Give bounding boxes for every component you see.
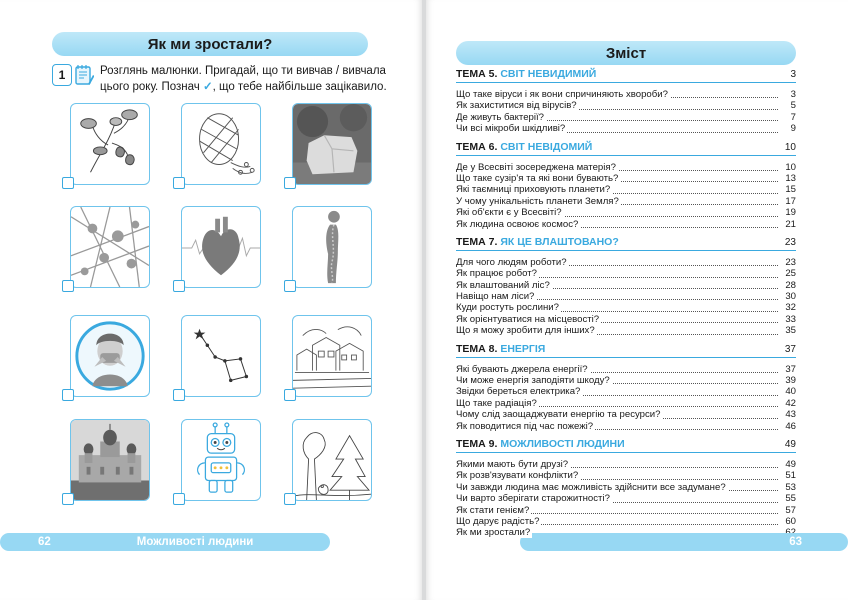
picture-checkbox[interactable] [173,389,185,401]
toc-item-title: Як стати генієм? [456,504,530,516]
toc-item-page: 19 [785,207,796,219]
right-page-number: 63 [789,536,802,548]
left-page-number: 62 [38,536,51,548]
toc-item-page: 17 [785,195,796,207]
picture-checkbox[interactable] [284,280,296,292]
toc-item-title: Чому слід заощаджувати енергію та ресурси? [456,409,661,421]
neuron-network-icon [70,206,150,288]
toc-item[interactable] [456,398,796,409]
toc-item[interactable] [456,184,796,195]
toc-item[interactable] [456,196,796,207]
toc-item-page: 15 [785,184,796,196]
toc-item-title: Що дарує радість? [456,515,540,527]
masked-person-icon [70,315,150,397]
toc-item-page: 33 [785,313,796,325]
toc-item-list [456,364,796,432]
picture-card [62,97,150,189]
toc-item[interactable] [456,112,796,123]
toc-item-page: 37 [785,363,796,375]
contents-title-banner [456,41,796,65]
toc-item[interactable] [456,100,796,111]
toc-item-page: 49 [785,458,796,470]
toc-item-page: 60 [785,515,796,527]
toc-item[interactable] [456,409,796,420]
theme-name: МОЖЛИВОСТІ ЛЮДИНИ [500,437,625,450]
picture-card [173,413,261,505]
picture-card [62,200,150,292]
toc-item-title: Що таке сузір'я та які вони бувають? [456,172,619,184]
task-text: Розглянь малюнки. Пригадай, що ти вивчав / вивчала цього року. Познач [100,65,386,93]
theme-name: СВІТ НЕВІДОМИЙ [500,140,593,153]
chapter-name: Можливості людини [136,536,254,548]
toc-theme-heading[interactable] [456,68,796,83]
toc-item-title: Чи варто зберігати старожитності? [456,493,610,505]
toc-item[interactable] [456,386,796,397]
toc-item-page: 55 [785,493,796,505]
toc-item-title: Які об'єкти є у Всесвіті? [456,207,562,219]
picture-checkbox[interactable] [62,280,74,292]
toc-item-page: 51 [785,470,796,482]
toc-item-page: 39 [785,375,796,387]
theme-page-number: 49 [784,438,796,450]
toc-item-title: Як ми зростали? [456,527,531,539]
theme-page-number: 37 [784,343,796,355]
toc-item-page: 9 [790,123,796,135]
toc-item-title: Чи може енергія заподіяти шкоду? [456,375,610,387]
picture-card [284,97,372,189]
toc-item-page: 57 [785,504,796,516]
right-page-footer [520,533,848,551]
toc-item[interactable] [456,470,796,481]
task-number-badge: 1 [52,64,72,86]
toc-item-title: Для чого людям роботи? [456,256,567,268]
check-mark-icon: ✓ [202,81,213,93]
theme-page-number: 23 [784,236,796,248]
theme-label: ТЕМА 7. [456,235,498,248]
toc-item-title: Як людина освоює космос? [456,218,579,230]
toc-item-title: Що я можу зробити для інших? [456,325,595,337]
toc-item-page: 40 [785,386,796,398]
toc-item-page: 53 [785,481,796,493]
pictures-grid [62,97,386,507]
strawberry-plant-icon [70,103,150,185]
toc-item-page: 30 [785,291,796,303]
toc-item-page: 28 [785,279,796,291]
toc-item-page: 43 [785,409,796,421]
toc-theme-heading[interactable] [456,141,796,156]
picture-card [173,97,261,189]
left-page-footer [0,533,330,551]
heart-icon [181,206,261,288]
human-posture-icon [292,206,372,288]
lesson-title: Як ми зростали? [147,35,273,53]
theme-page-number: 3 [790,69,796,80]
toc-item-title: Звідки береться електрика? [456,386,581,398]
toc-item[interactable] [456,375,796,386]
toc-item-title: Куди ростуть рослини? [456,302,559,314]
theme-label: ТЕМА 9. [456,437,498,450]
theme-label: ТЕМА 6. [456,140,498,153]
left-page [0,0,422,600]
toc-theme-heading[interactable] [456,438,796,453]
city-sketch-icon [292,315,372,397]
picture-card [173,309,261,401]
toc-item[interactable] [456,162,796,173]
toc-item-list [456,459,796,539]
picture-checkbox[interactable] [62,493,74,505]
notebook-pencil-icon [74,64,94,86]
toc-item-title: Які таємниці приховують планети? [456,184,611,196]
toc-item-page: 13 [785,172,796,184]
toc-item-page: 35 [785,325,796,337]
toc-item[interactable] [456,325,796,336]
picture-checkbox[interactable] [173,493,185,505]
picture-checkbox[interactable] [62,177,74,189]
toc-item-title: Чи всі мікроби шкідливі? [456,123,566,135]
picture-checkbox[interactable] [284,493,296,505]
picture-card [62,413,150,505]
toc-item-title: Як працює робот? [456,268,537,280]
theme-label: ТЕМА 5. [456,68,498,80]
stone-monument-photo-icon [292,103,372,185]
toc-item[interactable] [456,280,796,291]
toc-item-title: Навіщо нам ліси? [456,291,535,303]
toc-item-page: 25 [785,268,796,280]
picture-checkbox[interactable] [173,177,185,189]
picture-card [173,200,261,292]
toc-item-title: У чому унікальність планети Земля? [456,195,619,207]
toc-item-list [456,89,796,135]
toc-item-title: Якими мають бути друзі? [456,458,569,470]
theme-label: ТЕМА 8. [456,342,498,355]
picture-checkbox[interactable] [173,280,185,292]
toc-item-page: 10 [785,161,796,173]
toc-theme-heading[interactable] [456,236,796,251]
toc-item[interactable] [456,268,796,279]
toc-item-list [456,257,796,337]
toc-item[interactable] [456,516,796,527]
toc-item[interactable] [456,291,796,302]
toc-item-title: Чи завжди людина має можливість здійснити все задумане? [456,481,726,493]
picture-card [284,309,372,401]
picture-checkbox[interactable] [284,177,296,189]
task-instruction [100,63,400,95]
toc-item-title: Де у Всесвіті зосереджена матерія? [456,161,616,173]
constellation-icon [181,315,261,397]
toc-item-page: 7 [790,111,796,123]
theme-name: СВІТ НЕВИДИМИЙ [500,68,597,80]
toc-item[interactable] [456,314,796,325]
toc-item-title: Як орієнтуватися на місцевості? [456,313,600,325]
toc-item-title: Що таке віруси і як вони спричиняють хвороби? [456,89,668,100]
toc-item-title: Як захиститися від вірусів? [456,100,577,112]
forest-sketch-icon [292,419,372,501]
toc-item[interactable] [456,302,796,313]
toc-item[interactable] [456,505,796,516]
lesson-title-banner [52,32,368,56]
theme-page-number: 10 [784,141,796,153]
toc-item-list [456,162,796,230]
toc-item[interactable] [456,123,796,134]
toc-item-title: Як поводитися під час пожежі? [456,420,594,432]
toc-item[interactable] [456,207,796,218]
cathedral-photo-icon [70,419,150,501]
toc-item-page: 46 [785,420,796,432]
picture-card [62,309,150,401]
toc-item-title: Як влаштований ліс? [456,279,550,291]
toc-item-title: Що таке радіація? [456,397,537,409]
toc-item-page: 21 [785,218,796,230]
table-of-contents [456,68,796,539]
contents-title: Зміст [605,44,647,62]
picture-card [284,200,372,292]
toc-item[interactable] [456,219,796,230]
robot-icon [181,419,261,501]
toc-item[interactable] [456,257,796,268]
toc-item[interactable] [456,421,796,432]
toc-theme-heading[interactable] [456,343,796,358]
picture-checkbox[interactable] [284,389,296,401]
decorated-egg-icon [181,103,261,185]
toc-item[interactable] [456,482,796,493]
task-text-end: , що тебе найбільше зацікавило. [212,81,387,93]
toc-item-page: 3 [790,89,796,100]
toc-item[interactable] [456,364,796,375]
toc-item-page: 23 [785,256,796,268]
toc-item[interactable] [456,459,796,470]
picture-card [284,413,372,505]
theme-name: ЯК ЦЕ ВЛАШТОВАНО? [500,235,619,248]
toc-item-title: Які бувають джерела енергії? [456,363,588,375]
toc-item[interactable] [456,173,796,184]
picture-checkbox[interactable] [62,389,74,401]
toc-item-page: 32 [785,302,796,314]
toc-item-title: Як розв'язувати конфлікти? [456,470,579,482]
toc-item-page: 42 [785,397,796,409]
theme-name: ЕНЕРГІЯ [500,342,546,355]
right-page [426,0,848,600]
toc-item-title: Де живуть бактерії? [456,111,545,123]
toc-item-page: 5 [790,100,796,112]
toc-item[interactable] [456,89,796,100]
toc-item[interactable] [456,493,796,504]
